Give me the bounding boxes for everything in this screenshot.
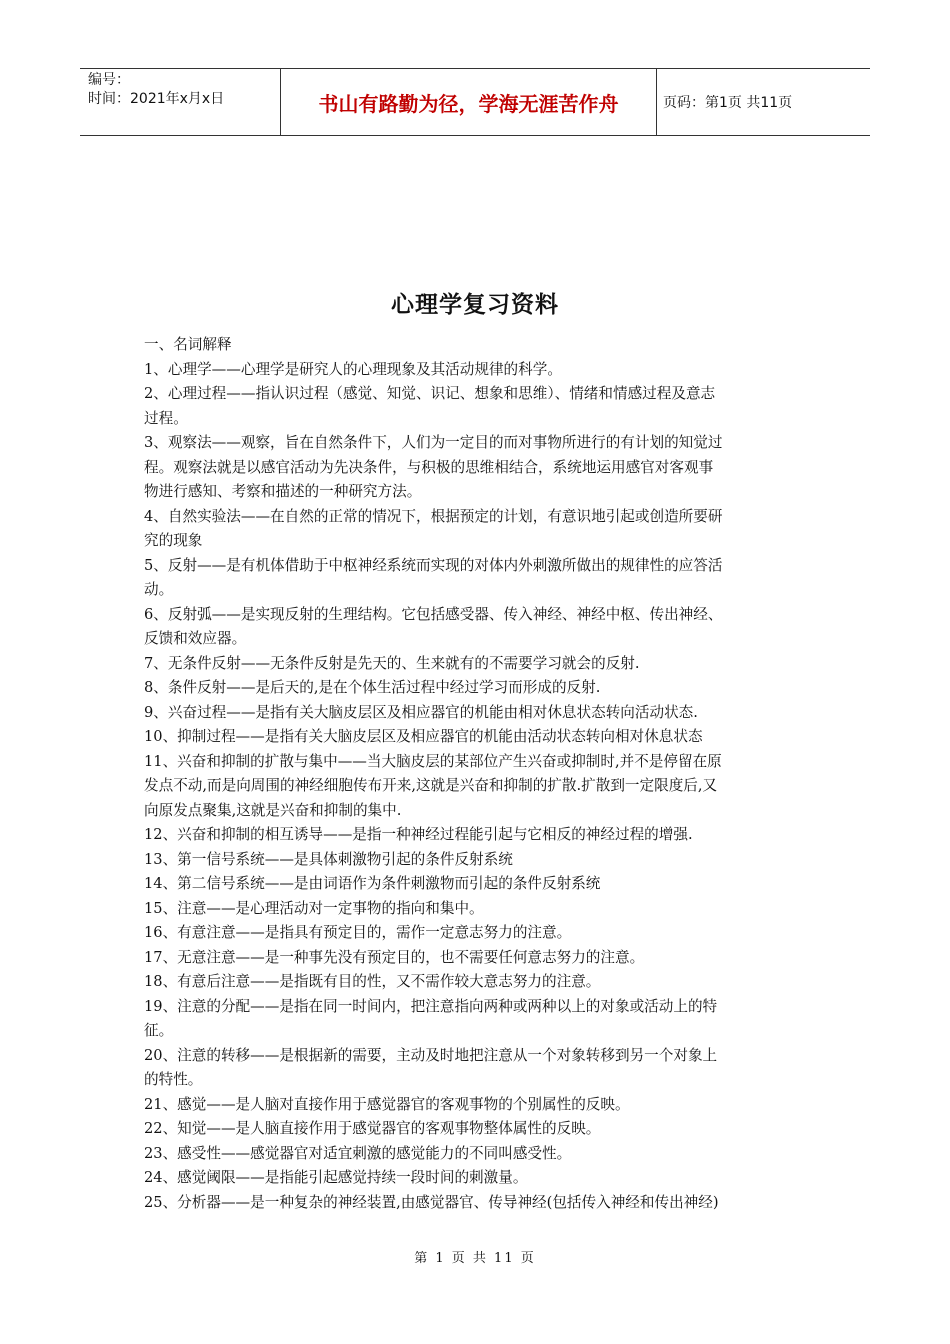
text-line: 25、分析器——是一种复杂的神经装置,由感觉器官、传导神经(包括传入神经和传出神经) — [144, 1193, 719, 1211]
text-line: 程。观察法就是以感官活动为先决条件，与积极的思维相结合，系统地运用感官对客观事 — [144, 458, 714, 476]
header-time-label: 时间：2021年x月x日 — [88, 91, 225, 107]
text-line: 18、有意后注意——是指既有目的性，又不需作较大意志努力的注意。 — [144, 973, 601, 990]
text-line: 向原发点聚集,这就是兴奋和抑制的集中. — [144, 801, 402, 819]
text-line: 23、感受性——感觉器官对适宜刺激的感觉能力的不同叫感受性。 — [144, 1144, 572, 1162]
header-motto: 书山有路勤为径，学海无涯苦作舟 — [281, 69, 657, 135]
text-line: 17、无意注意——是一种事先没有预定目的，也不需要任何意志努力的注意。 — [144, 948, 645, 966]
text-line: 13、第一信号系统——是具体刺激物引起的条件反射系统 — [144, 850, 513, 868]
text-line: 1、心理学——心理学是研究人的心理现象及其活动规律的科学。 — [144, 360, 562, 378]
text-line: 反馈和效应器。 — [144, 630, 247, 647]
header-page-info: 页码：第1页 共11页 — [663, 95, 793, 111]
text-line: 征。 — [144, 1022, 174, 1039]
text-line: 动。 — [144, 581, 174, 598]
text-line: 15、注意——是心理活动对一定事物的指向和集中。 — [144, 899, 484, 917]
text-line: 9、兴奋过程——是指有关大脑皮层区及相应器官的机能由相对休息状态转向活动状态. — [144, 703, 698, 721]
text-line: 19、注意的分配——是指在同一时间内，把注意指向两种或两种以上的对象或活动上的特 — [144, 997, 718, 1015]
page-header — [80, 68, 870, 136]
text-line: 的特性。 — [144, 1071, 203, 1088]
text-line: 22、知觉——是人脑直接作用于感觉器官的客观事物整体属性的反映。 — [144, 1120, 601, 1137]
text-line: 3、观察法——观察，旨在自然条件下，人们为一定目的而对事物所进行的有计划的知觉过 — [144, 434, 723, 451]
text-line: 16、有意注意——是指具有预定目的，需作一定意志努力的注意。 — [144, 924, 572, 941]
text-line: 一、名词解释 — [144, 336, 232, 353]
text-line: 发点不动,而是向周围的神经细胞传布开来,这就是兴奋和抑制的扩散.扩散到一定限度后,又 — [144, 777, 718, 794]
text-line: 4、自然实验法——在自然的正常的情况下，根据预定的计划，有意识地引起或创造所要研 — [144, 507, 723, 525]
text-line: 2、心理过程——指认识过程（感觉、知觉、识记、想象和思维）、情绪和情感过程及意志 — [144, 385, 716, 402]
header-meta — [80, 69, 281, 135]
text-line: 过程。 — [144, 409, 188, 427]
text-line: 物进行感知、考察和描述的一种研究方法。 — [144, 483, 422, 500]
text-line: 6、反射弧——是实现反射的生理结构。它包括感受器、传入神经、神经中枢、传出神经、 — [144, 605, 723, 623]
text-line: 20、注意的转移——是根据新的需要，主动及时地把注意从一个对象转移到另一个对象上 — [144, 1046, 718, 1064]
document-title: 心理学复习资料 — [391, 292, 559, 318]
text-line: 24、感觉阈限——是指能引起感觉持续一段时间的刺激量。 — [144, 1169, 528, 1186]
text-line: 11、兴奋和抑制的扩散与集中——当大脑皮层的某部位产生兴奋或抑制时,并不是停留在原 — [144, 752, 722, 770]
text-line: 10、抑制过程——是指有关大脑皮层区及相应器官的机能由活动状态转向相对休息状态 — [144, 728, 703, 745]
text-line: 8、条件反射——是后天的,是在个体生活过程中经过学习而形成的反射. — [144, 679, 601, 696]
document-body — [144, 333, 809, 1215]
text-line: 14、第二信号系统——是由词语作为条件刺激物而引起的条件反射系统 — [144, 875, 601, 892]
text-line: 12、兴奋和抑制的相互诱导——是指一种神经过程能引起与它相反的神经过程的增强. — [144, 826, 693, 843]
text-line: 5、反射——是有机体借助于中枢神经系统而实现的对体内外刺激所做出的规律性的应答活 — [144, 556, 723, 574]
header-number-label: 编号： — [88, 72, 130, 88]
text-line: 7、无条件反射——无条件反射是先天的、生来就有的不需要学习就会的反射. — [144, 654, 640, 672]
text-line: 究的现象 — [144, 532, 203, 549]
text-line: 21、感觉——是人脑对直接作用于感觉器官的客观事物的个别属性的反映。 — [144, 1095, 630, 1113]
page-footer: 第 1 页 共 11 页 — [414, 1251, 536, 1266]
